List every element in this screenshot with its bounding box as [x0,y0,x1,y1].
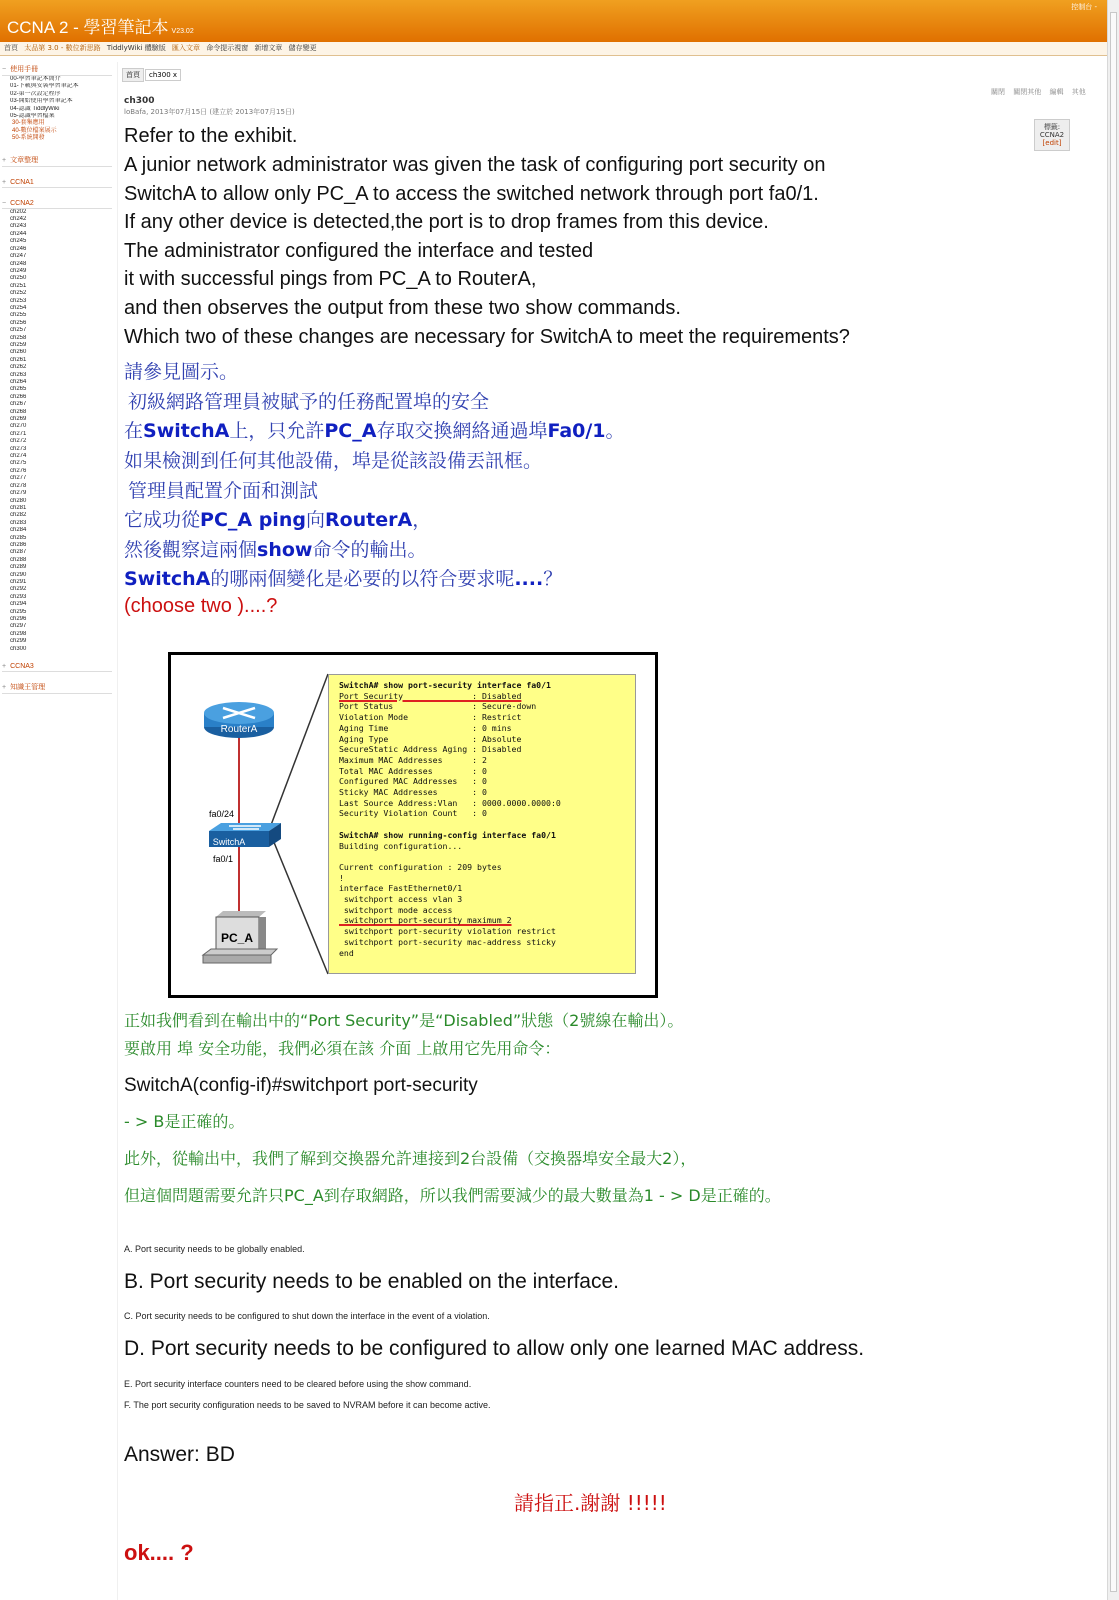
sidebar-item[interactable]: ch262 [10,364,27,371]
tab-home[interactable]: 首頁 [122,68,144,82]
sidebar-item[interactable]: ch245 [10,238,27,245]
console-line: Current configuration : 209 bytes [339,861,502,872]
question-zh-line: 在SwitchA上，只允許PC_A存取交換網絡通過埠Fa0/1。 [124,420,625,442]
sidebar-item[interactable]: ch246 [10,245,27,252]
sidebar-item[interactable]: ch253 [10,297,27,304]
close-others-button[interactable]: 關閉其他 [1013,88,1042,96]
sidebar-item[interactable]: ch297 [10,623,27,630]
sidebar-item[interactable]: ch244 [10,230,27,237]
close-button[interactable]: 關閉 [991,88,1005,96]
app-version: V23.02 [171,28,194,35]
scrollbar-thumb[interactable] [1110,12,1117,1592]
option-b: B. Port security needs to be enabled on the interface. [124,1270,619,1293]
console-line: Configured MAC Addresses : 0 [339,776,487,787]
tab-ch300[interactable]: ch300 x [145,69,181,81]
sidebar-item[interactable]: ch292 [10,586,27,593]
menu-new-article[interactable]: 新增文章 [254,44,283,52]
sidebar-item[interactable]: ch255 [10,312,27,319]
sidebar-item[interactable]: ch202 [10,208,27,215]
vertical-scrollbar[interactable] [1107,0,1119,1600]
console-spacer [339,819,635,830]
console-line: Aging Type : Absolute [339,733,522,744]
menu-console[interactable]: 命令提示視窗 [206,44,249,52]
sidebar-item[interactable]: ch287 [10,549,27,556]
menu-save[interactable]: 儲存變更 [288,44,317,52]
sidebar-item[interactable]: 02-第一次設定程序 [10,90,61,97]
sidebar-item[interactable]: ch269 [10,416,27,423]
console-output [328,674,636,974]
port-fa01-label: fa0/1 [213,854,234,864]
explanation-line: 此外，從輸出中，我們了解到交換器允許連接到2台設備（交換器埠安全最大2）， [124,1149,697,1168]
sidebar-item[interactable]: ch281 [10,504,27,511]
pc-label: PC_A [220,931,254,945]
sidebar-item[interactable]: ch275 [10,460,27,467]
sidebar-item[interactable]: ch279 [10,490,27,497]
sidebar-item[interactable]: ch267 [10,401,27,408]
tiddler-meta: loBafa, 2013年07月15日 (建立於 2013年07月15日) [124,108,295,116]
sidebar-item[interactable]: ch296 [10,616,27,622]
console-line: Maximum MAC Addresses : 2 [339,754,487,765]
console-line: switchport access vlan 3 [339,894,463,905]
explanation-line: - > B是正確的。 [124,1112,245,1131]
sidebar-item[interactable]: ch280 [10,497,27,504]
sidebar-section-knowledge[interactable]: + 知識王管理 [2,680,112,694]
console-line: Sticky MAC Addresses : 0 [339,787,487,798]
sidebar-item[interactable]: ch260 [10,349,27,356]
sidebar-item[interactable]: ch288 [10,556,27,563]
sidebar-item[interactable]: ch249 [10,267,27,274]
sidebar-section-manual[interactable]: − 使用手冊 [2,62,112,76]
app-title: CCNA 2 - 學習筆記本 V23.02 [7,18,194,37]
console-line: ! [339,872,344,883]
question-zh-line: SwitchA的哪兩個變化是必要的以符合要求呢....？ [124,568,563,590]
router-label: RouterA [220,724,258,735]
edit-button[interactable]: 編輯 [1049,88,1064,96]
console-line: switchport port-security violation restrict [339,926,556,937]
sidebar-item[interactable]: ch263 [10,371,27,378]
choose-two-prompt: (choose two )....? [124,595,278,617]
sidebar-item[interactable]: ch290 [10,571,27,578]
question-zh-line: 然後觀察這兩個show命令的輸出。 [124,539,427,561]
console-line: Security Violation Count : 0 [339,808,487,819]
tag-box [1034,119,1070,151]
option-d: D. Port security needs to be configured to allow only one learned MAC address. [124,1337,865,1360]
question-en-line: If any other device is detected,the port is to drop frames from this device. [124,211,769,233]
console-line: Aging Time : 0 mins [339,722,512,733]
collapse-icon[interactable]: − [2,199,7,207]
sidebar-item[interactable]: ch261 [10,356,27,363]
console-line [339,851,635,862]
expand-icon[interactable]: + [2,684,7,692]
option-f: F. The port security configuration needs to be saved to NVRAM before it can become active. [124,1400,491,1410]
sidebar-item[interactable]: ch298 [10,630,27,637]
expand-icon[interactable]: + [2,178,7,186]
tag-ccna2[interactable]: CCNA2 [1039,131,1065,139]
sidebar-item[interactable]: ch265 [10,386,27,393]
console-line: switchport port-security mac-address sticky [339,936,556,947]
sidebar-item[interactable]: ch295 [10,608,27,615]
sidebar-item[interactable]: 40-數位檔案展示 [12,127,57,134]
sidebar-item[interactable]: ch254 [10,304,27,311]
tag-label: 標籤: [1043,123,1061,131]
menu-import[interactable]: 匯入文章 [171,44,200,52]
question-en-line: SwitchA to allow only PC_A to access the switched network through port fa0/1. [124,183,819,205]
console-line: end [339,947,354,958]
tag-edit-link[interactable]: [edit] [1042,139,1062,147]
sidebar-manual-list [2,76,112,120]
app-header [0,0,1107,42]
cli-command: SwitchA(config-if)#switchport port-security [124,1075,478,1096]
sidebar-item[interactable]: 30-套集應用 [12,120,45,127]
sidebar-item[interactable]: ch274 [10,453,27,460]
option-e: E. Port security interface counters need to be cleared before using the show command. [124,1379,472,1389]
question-zh-line: 初級網路管理員被賦予的任務配置埠的安全 [128,391,490,413]
sidebar-item[interactable]: ch277 [10,475,27,482]
sidebar-item[interactable]: ch250 [10,275,27,282]
sidebar-item[interactable]: ch283 [10,519,27,526]
console-line: SwitchA# show port-security interface fa0/1 [339,680,551,690]
menu-home[interactable]: 首頁 [4,44,18,52]
sidebar-item[interactable]: ch300 [10,645,27,652]
question-en-line: it with successful pings from PC_A to RouterA, [124,268,537,290]
explanation-line: 正如我們看到在輸出中的“Port Security”是“Disabled”狀態（2號線在輸出）。 [124,1011,684,1030]
sidebar-item[interactable]: 50-系統開發 [12,135,45,142]
sidebar-item[interactable]: ch259 [10,341,27,348]
question-en-line: Which two of these changes are necessary for SwitchA to meet the requirements? [124,326,850,348]
sidebar-item[interactable]: ch272 [10,438,27,445]
sidebar-item[interactable]: ch282 [10,512,27,519]
sidebar-item[interactable]: ch291 [10,578,27,585]
sidebar-item[interactable]: ch285 [10,534,27,541]
option-a: A. Port security needs to be globally enabled. [124,1244,305,1254]
sidebar-item[interactable]: ch248 [10,260,27,267]
sidebar-item[interactable]: ch278 [10,482,27,489]
option-c: C. Port security needs to be configured to shut down the interface in the event of a violation. [124,1311,490,1321]
sidebar-item[interactable]: ch294 [10,601,27,608]
console-line: Port Status : Secure-down [339,701,537,712]
sidebar-item[interactable]: ch273 [10,445,27,452]
menu-tiddlywiki[interactable]: TiddlyWiki 體驗版 [106,44,166,52]
question-zh-line: 如果檢測到任何其他設備，埠是從該設備丟訊框。 [124,450,543,472]
sidebar-item[interactable]: ch251 [10,282,27,289]
sidebar-item[interactable]: ch284 [10,527,27,534]
sidebar-section-ccna3[interactable]: + CCNA3 [2,661,112,672]
console-line: SwitchA# show running-config interface fa0/1 [339,829,556,840]
sidebar-item[interactable]: ch252 [10,290,27,297]
sidebar-item[interactable]: 04-認識 TiddlyWiki [10,105,60,112]
sidebar-item[interactable]: ch258 [10,334,27,341]
console-line: switchport port-security maximum 2 [339,915,512,926]
sidebar-item[interactable]: ch256 [10,319,27,326]
menubar [0,42,1107,56]
sidebar-item[interactable]: ch264 [10,379,27,385]
exhibit-figure [168,652,658,998]
sidebar-section-ccna1[interactable]: + CCNA1 [2,177,112,188]
explanation-line: 要啟用 埠 安全功能，我們必須在該 介面 上啟用它先用命令： [124,1039,561,1058]
sidebar-item[interactable]: ch270 [10,423,27,430]
sidebar-item[interactable]: ch268 [10,408,27,415]
question-en-line: A junior network administrator was given the task of configuring port security on [124,154,826,176]
sidebar [2,62,112,694]
explanation-line: 但這個問題需要允許只PC_A到存取網路，所以我們需要減少的最大數量為1 - > D是正確的。 [124,1186,781,1205]
console-line: Port Security : Disabled [339,690,522,701]
console-line: Total MAC Addresses : 0 [339,765,487,776]
question-zh-line: 它成功從PC_A ping向RouterA， [124,509,432,531]
question-zh-line: 請參見圖示。 [124,361,239,383]
port-fa024-label: fa0/24 [209,809,235,819]
sidebar-item[interactable]: ch242 [10,216,27,223]
sidebar-item[interactable]: ch243 [10,223,27,230]
sidebar-item[interactable]: ch289 [10,564,27,571]
sidebar-item[interactable]: ch257 [10,327,27,334]
correction-request: 請指正.謝謝 !!!!! [514,1491,667,1515]
console-line: SecureStatic Address Aging : Disabled [339,744,522,755]
sidebar-item[interactable]: 05-認識學習檔案 [10,113,55,120]
expand-icon[interactable]: + [2,156,7,164]
sidebar-item[interactable]: ch299 [10,638,27,645]
sidebar-section-articles[interactable]: + 文章整理 [2,153,112,167]
question-en-line: and then observes the output from these two show commands. [124,297,681,319]
sidebar-item[interactable]: ch266 [10,393,27,400]
sidebar-item[interactable]: ch247 [10,253,27,260]
sidebar-item[interactable]: ch293 [10,593,27,600]
switch-label: SwitchA [212,837,246,847]
answer: Answer: BD [124,1443,235,1466]
console-line: Building configuration... [339,840,463,851]
sidebar-item[interactable]: ch271 [10,430,27,437]
sidebar-item[interactable]: 01-下載與安裝學習筆記本 [10,83,79,90]
tiddler-toolbar [985,87,1086,97]
sidebar-item[interactable]: ch276 [10,467,27,474]
more-button[interactable]: 其他 [1071,88,1086,96]
collapse-icon[interactable]: − [2,66,7,73]
ok-note: ok.... ? [124,1540,194,1565]
control-panel-link[interactable]: 控制台 - [1071,3,1097,11]
sidebar-item[interactable]: 03-開始使用學習筆記本 [10,98,73,105]
console-line: Last Source Address:Vlan : 0000.0000.0000:0 [339,797,561,808]
console-line: switchport mode access [339,904,453,915]
sidebar-item[interactable]: 00-學習筆記本簡介 [10,76,61,82]
console-line: interface FastEthernet0/1 [339,883,463,894]
sidebar-ccna2-list [2,209,112,653]
question-en-line: Refer to the exhibit. [124,125,298,147]
tab-bar [122,68,182,82]
sidebar-item[interactable]: ch286 [10,541,27,548]
sidebar-section-ccna2[interactable]: − CCNA2 [2,198,112,209]
expand-icon[interactable]: + [2,663,7,671]
sidebar-manual-subs [2,120,112,142]
question-en-line: The administrator configured the interface and tested [124,240,594,262]
console-line: Violation Mode : Restrict [339,712,522,723]
menu-theme[interactable]: 太品第 3.0 - 數位新思路 [24,44,101,52]
question-zh-line: 管理員配置介面和測試 [128,480,319,502]
tiddler-title: ch300 [124,96,155,106]
